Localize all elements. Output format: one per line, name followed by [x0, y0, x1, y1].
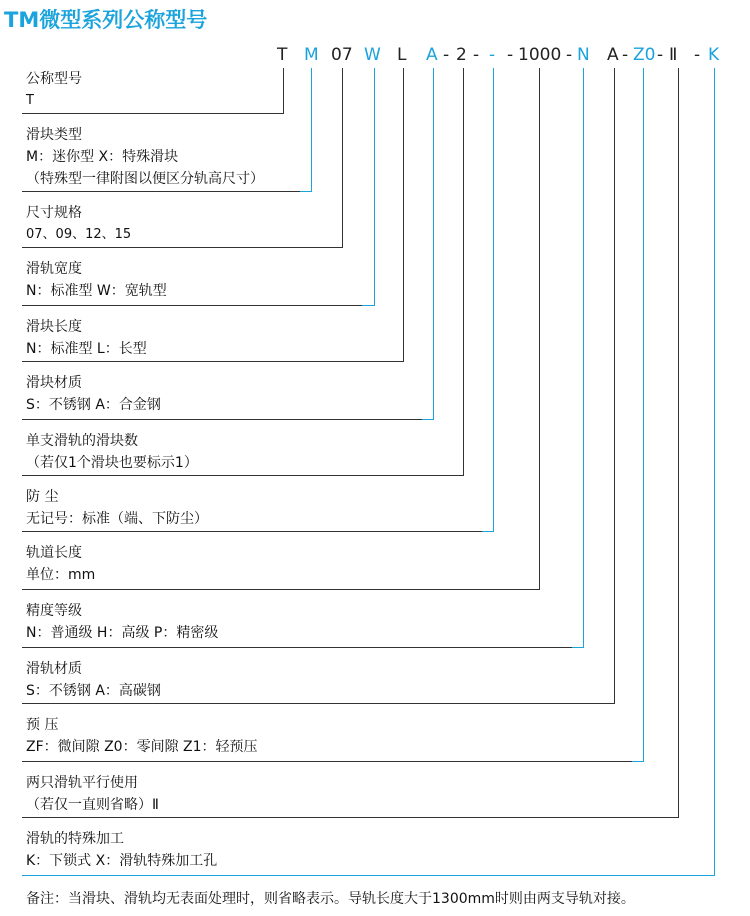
connector-line — [643, 68, 644, 762]
connector-line — [667, 817, 679, 818]
field-block-length — [26, 316, 147, 360]
divider — [22, 475, 463, 476]
field-extra: （特殊型一律附图以便区分轨高尺寸） — [26, 171, 264, 187]
code-separator: - — [443, 45, 450, 65]
divider — [22, 305, 374, 306]
connector-line — [433, 68, 434, 420]
field-title: 滑块类型 — [26, 127, 82, 143]
divider — [22, 761, 643, 762]
connector-line — [392, 361, 404, 362]
field-preload — [26, 714, 258, 758]
field-detail: N：普通级 H：高级 P：精密级 — [26, 625, 219, 641]
field-block-type — [26, 124, 264, 190]
field-rail-material — [26, 658, 161, 702]
code-segment-rail-length: 1000 — [518, 45, 562, 65]
code-segment-block-length: L — [397, 45, 407, 65]
field-detail: M：迷你型 X：特殊滑块 — [26, 149, 179, 165]
field-detail: （若仅1个滑块也要标示1） — [26, 455, 198, 471]
field-title: 滑轨的特殊加工 — [26, 831, 124, 847]
connector-line — [463, 68, 464, 476]
field-title: 精度等级 — [26, 603, 82, 619]
connector-line — [422, 419, 434, 420]
page-title: TM微型系列公称型号 — [4, 8, 208, 32]
connector-line — [539, 68, 540, 590]
connector-line — [528, 589, 540, 590]
connector-line — [493, 68, 494, 532]
code-segment-block-material: A — [426, 45, 438, 65]
divider — [22, 589, 539, 590]
field-size — [26, 202, 131, 246]
connector-line — [330, 247, 343, 248]
connector-line — [300, 191, 312, 192]
field-detail: ZF：微间隙 Z0：零间隙 Z1：轻预压 — [26, 739, 258, 755]
connector-line — [452, 475, 464, 476]
code-segment-series: T — [277, 45, 288, 65]
code-separator: - — [622, 45, 629, 65]
code-segment-rail-width: W — [364, 45, 381, 65]
field-detail: T — [26, 93, 34, 108]
field-title: 滑轨宽度 — [26, 261, 82, 277]
divider — [22, 703, 614, 704]
connector-line — [403, 68, 404, 362]
field-detail: K：下锁式 X：滑轨特殊加工孔 — [26, 853, 218, 869]
field-detail: N：标准型 W：宽轨型 — [26, 283, 167, 299]
divider — [22, 361, 403, 362]
divider — [22, 247, 342, 248]
code-segment-rail-material: A — [607, 45, 619, 65]
code-segment-accuracy: N — [577, 45, 590, 65]
connector-line — [632, 761, 644, 762]
code-segment-size: 07 — [331, 45, 353, 65]
connector-line — [583, 68, 584, 648]
divider — [22, 531, 493, 532]
divider — [22, 817, 678, 818]
field-special-processing — [26, 828, 217, 872]
connector-line — [362, 305, 375, 306]
footnote: 备注：当滑块、滑轨均无表面处理时，则省略表示。导轨长度大于1300mm时则由两支导轨对接。 — [26, 891, 635, 907]
field-title: 防 尘 — [26, 489, 59, 505]
connector-line — [678, 68, 679, 818]
code-separator: - — [566, 45, 573, 65]
connector-line — [374, 68, 375, 306]
field-title: 尺寸规格 — [26, 205, 82, 221]
field-title: 预 压 — [26, 717, 59, 733]
code-segment-preload: Z0 — [633, 45, 656, 65]
code-segment-block-type: M — [304, 45, 319, 65]
field-title: 单支滑轨的滑块数 — [26, 433, 138, 449]
field-detail: 07、09、12、15 — [26, 227, 132, 242]
field-title: 两只滑轨平行使用 — [26, 775, 138, 791]
code-segment-block-count: 2 — [456, 45, 467, 65]
field-title: 滑块材质 — [26, 375, 82, 391]
connector-line — [603, 703, 615, 704]
field-detail: N：标准型 L：长型 — [26, 341, 147, 357]
field-detail: S：不锈钢 A：合金钢 — [26, 397, 161, 413]
connector-line — [714, 68, 715, 876]
code-segment-special: K — [708, 45, 720, 65]
connector-line — [342, 68, 343, 248]
connector-line — [572, 647, 584, 648]
field-accuracy — [26, 600, 218, 644]
code-segment-dust-proof: - — [489, 45, 496, 65]
field-block-material — [26, 372, 161, 416]
code-separator: - — [507, 45, 514, 65]
connector-line — [614, 68, 615, 704]
field-title: 滑轨材质 — [26, 661, 82, 677]
code-separator: - — [473, 45, 480, 65]
field-detail: S：不锈钢 A：高碳钢 — [26, 683, 161, 699]
field-series — [26, 68, 82, 112]
divider — [22, 419, 433, 420]
divider — [22, 191, 311, 192]
field-title: 轨道长度 — [26, 545, 82, 561]
divider — [22, 875, 714, 876]
field-detail: （若仅一直则省略）Ⅱ — [26, 797, 159, 813]
connector-line — [311, 68, 312, 192]
code-separator: - — [657, 45, 664, 65]
connector-line — [266, 113, 284, 114]
divider — [22, 113, 284, 114]
field-detail: 无记号：标准（端、下防尘） — [26, 511, 208, 527]
code-separator: - — [694, 45, 701, 65]
connector-line — [482, 531, 494, 532]
field-rail-width — [26, 258, 167, 302]
field-dust-proof — [26, 486, 208, 530]
field-block-count — [26, 430, 198, 474]
field-title: 滑块长度 — [26, 319, 82, 335]
divider — [22, 647, 583, 648]
field-title: 公称型号 — [26, 71, 82, 87]
field-rail-length — [26, 542, 95, 586]
code-segment-parallel: Ⅱ — [669, 45, 678, 65]
field-parallel — [26, 772, 159, 816]
connector-line — [283, 68, 284, 114]
field-detail: 单位：mm — [26, 567, 96, 583]
